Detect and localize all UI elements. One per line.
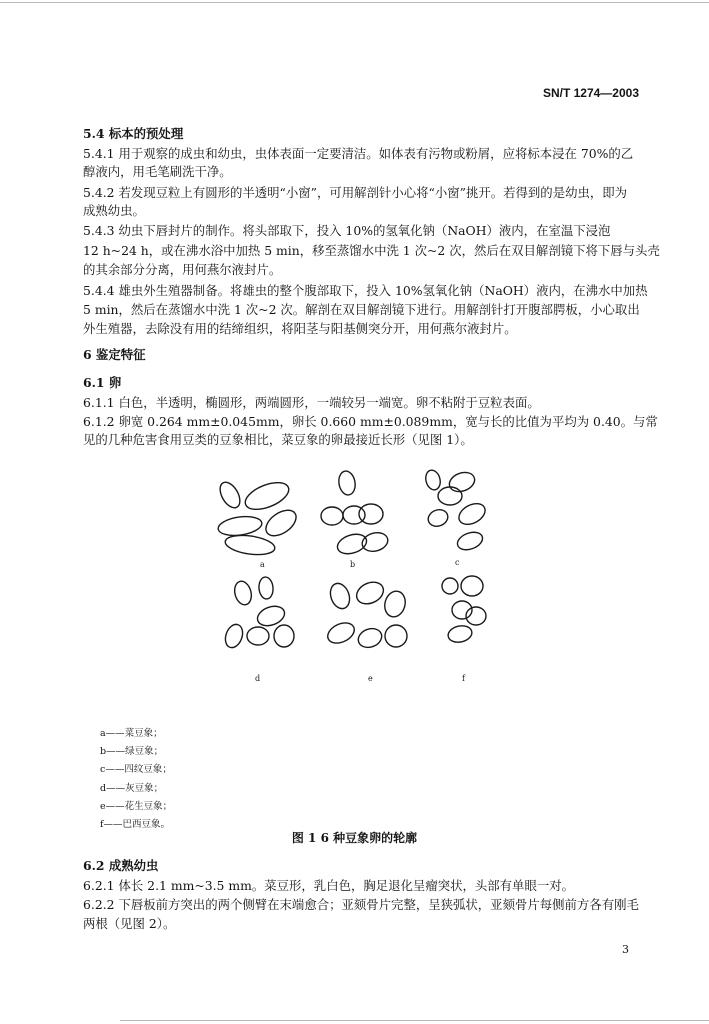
figure-1-legend — [100, 725, 172, 834]
scan-edge-bottom — [120, 1020, 709, 1021]
legend-item-a: a——菜豆象； — [100, 728, 163, 739]
scan-edge-top — [0, 2, 709, 3]
egg-outline — [337, 470, 357, 496]
egg-panel-f — [442, 576, 486, 644]
panel-label-c: c — [455, 558, 460, 567]
egg-outline — [461, 576, 483, 596]
egg-outline — [447, 624, 474, 645]
legend-item-b: b——绿豆象； — [100, 746, 164, 758]
legend-item-e: e——花生豆象； — [100, 800, 173, 812]
egg-outline — [442, 578, 458, 594]
egg-outline — [258, 576, 274, 599]
egg-outline — [382, 589, 408, 619]
body-text-line: 5.4.1 用于观察的成虫和幼虫，虫体表面一定要清洁。如体表有污物或粉屑，应将标本浸在 70%的乙 — [83, 146, 634, 161]
body-text-line: 5.4.4 雄虫外生殖器制备。将雄虫的整个腹部取下，投入 10%氢氧化钠（NaOH）液内，在沸水中加热 — [83, 283, 648, 298]
egg-outline — [426, 507, 450, 529]
egg-outline — [359, 504, 383, 524]
egg-outline — [232, 579, 254, 606]
section-heading: 6.2 成熟幼虫 — [83, 858, 159, 873]
panel-label-d: d — [255, 674, 261, 683]
egg-outline — [343, 506, 365, 524]
egg-outline — [335, 531, 369, 557]
egg-outline-drawing — [210, 468, 500, 690]
egg-panel-e — [325, 578, 409, 651]
body-text-line: 两根（见图 2）。 — [83, 916, 176, 931]
egg-outline — [385, 625, 407, 647]
egg-outline — [247, 627, 269, 645]
legend-item-c: c——四纹豆象； — [100, 764, 172, 776]
body-text-line: 的其余部分分离，用何燕尔液封片。 — [83, 262, 282, 277]
body-text-line: 6.1.1 白色，半透明，椭圆形，两端圆形，一端较另一端宽。卵不粘附于豆粒表面。 — [83, 395, 540, 410]
legend-item-d: d——灰豆象； — [100, 782, 164, 794]
egg-panel-b — [321, 470, 390, 557]
egg-outline — [455, 529, 485, 553]
body-text-line: 成熟幼虫。 — [83, 203, 145, 218]
body-text-line: 见的几种危害食用豆类的豆象相比，菜豆象的卵最接近长形（见图 1）。 — [83, 432, 473, 447]
egg-outline — [447, 469, 478, 495]
egg-outline — [325, 619, 358, 647]
egg-outline — [261, 505, 300, 541]
panel-label-a: a — [260, 560, 265, 569]
figure-1-egg-outlines — [210, 468, 500, 690]
egg-outline — [224, 533, 276, 558]
egg-outline — [438, 487, 462, 505]
egg-outline — [274, 625, 294, 647]
body-text-line: 6.1.2 卵宽 0.264 mm±0.045mm，卵长 0.660 mm±0.089mm，宽与长的比值为平均为 0.40。与常 — [83, 414, 658, 429]
body-text-line: 醇液内，用毛笔刷洗干净。 — [83, 164, 232, 179]
egg-panel-a — [216, 477, 301, 557]
egg-panel-c — [424, 469, 489, 553]
section-heading: 6.1 卵 — [83, 375, 122, 390]
egg-outline — [242, 477, 293, 515]
egg-outline — [353, 578, 387, 608]
legend-item-f: f——巴西豆象。 — [100, 819, 171, 831]
egg-outline — [217, 514, 263, 538]
egg-outline — [360, 530, 390, 554]
body-text-line: 5 min，然后在蒸馏水中洗 1 次~2 次。解剖在双目解剖镜下进行。用解剖针打开腹部腭板，小心取出 — [83, 302, 640, 317]
egg-outline — [327, 581, 353, 612]
body-text-line: 6.2.1 体长 2.1 mm~3.5 mm。菜豆形，乳白色，胸足退化呈瘤突状，头部有单眼一对。 — [83, 878, 575, 893]
body-text-line: 5.4.2 若发现豆粒上有圆形的半透明“小窗”，可用解剖针小心将“小窗”挑开。若得到的是幼虫，即为 — [83, 185, 628, 200]
panel-label-b: b — [350, 560, 356, 569]
section-heading: 5.4 标本的预处理 — [83, 126, 184, 141]
body-text-line: 12 h~24 h，或在沸水浴中加热 5 min，移至蒸馏水中洗 1 次~2 次，然后在双目解剖镜下将下唇与头壳 — [83, 243, 660, 258]
body-text-line: 5.4.3 幼虫下唇封片的制作。将头部取下，投入 10%的氢氧化钠（NaOH）液内，在室温下浸泡 — [83, 223, 611, 238]
panel-label-f: f — [462, 674, 465, 683]
figure-1-caption: 图 1 6 种豆象卵的轮廓 — [291, 831, 418, 845]
egg-outline — [455, 499, 488, 528]
section-heading: 6 鉴定特征 — [83, 347, 146, 362]
page-number: 3 — [622, 943, 629, 956]
egg-outline — [321, 507, 343, 525]
egg-outline — [424, 469, 443, 492]
egg-outline — [356, 625, 385, 650]
body-text-line: 6.2.2 下唇板前方突出的两个侧臂在末端愈合；亚颏骨片完整，呈狭弧状，亚颏骨片每侧前方各有刚毛 — [83, 897, 639, 912]
egg-panel-d — [222, 576, 294, 650]
egg-outline — [222, 622, 245, 650]
body-text-line: 外生殖器，去除没有用的结缔组织，将阳茎与阳基侧突分开，用何燕尔液封片。 — [83, 321, 517, 336]
panel-label-e: e — [368, 674, 373, 683]
standard-code: SN/T 1274—2003 — [542, 86, 639, 100]
egg-outline — [216, 479, 244, 511]
